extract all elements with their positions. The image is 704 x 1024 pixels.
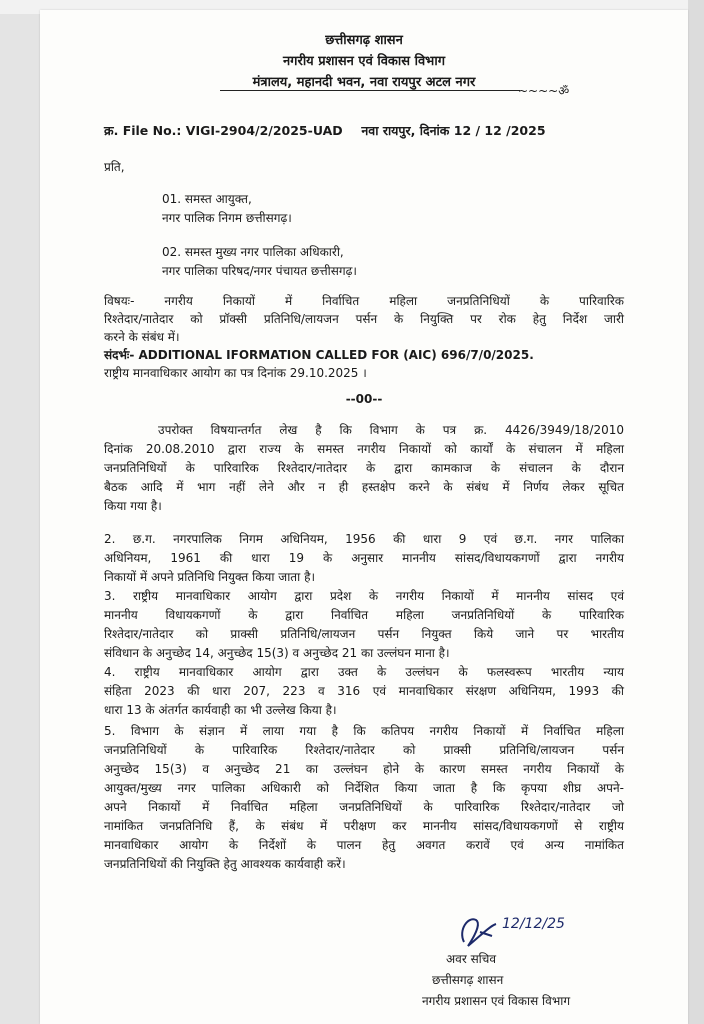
- header-department: नगरीय प्रशासन एवं विकास विभाग: [282, 54, 446, 69]
- para1-line-3: जनप्रतिनिधियों के पारिवारिक रिश्तेदार/नातेदार के द्वारा कामकाज के संचालन के दौरान: [104, 461, 624, 475]
- separator: --00--: [345, 392, 383, 406]
- header-government: छत्तीसगढ़ शासन: [325, 33, 403, 48]
- para1-line-5: किया गया है।: [104, 499, 162, 513]
- para5-line-7: मानवाधिकार आयोग के निर्देशों के पालन हेतु अवगत करावें एवं अन्य नामांकित: [104, 838, 624, 852]
- recipient-2-line-1: 02. समस्त मुख्य नगर पालिका अधिकारी,: [162, 245, 344, 259]
- file-number: VIGI-2904/2/2025-UAD: [185, 123, 343, 138]
- para5-line-1: 5. विभाग के संज्ञान में लाया गया है कि कतिपय नगरीय निकायों में निर्वाचित महिला: [104, 724, 624, 738]
- para1-line-4: बैठक आदि में भाग नहीं लेने और न ही हस्तक्षेप करने के संबंध में निर्णय लेकर सूचित: [104, 480, 624, 494]
- signatory-department: नगरीय प्रशासन एवं विकास विभाग: [422, 994, 571, 1008]
- recipient-1-line-2: नगर पालिक निगम छत्तीसगढ़।: [162, 211, 292, 225]
- prati: प्रति,: [104, 160, 125, 174]
- para2-line-1: 2. छ.ग. नगरपालिक निगम अधिनियम, 1956 की धारा 9 एवं छ.ग. नगर पालिका: [104, 532, 624, 546]
- para5-line-4: आयुक्त/मुख्य नगर पालिका अधिकारी को निर्देशित किया जाता है कि कृपया शीघ्र अपने-: [104, 781, 624, 795]
- file-label: क्र. File No.:: [104, 123, 182, 138]
- para2-line-3: निकायों में अपने प्रतिनिधि नियुक्त किया जाता है।: [104, 570, 315, 584]
- para1-line-2: दिनांक 20.08.2010 द्वारा राज्य के समस्त नगरीय निकायों को कार्यों के संचालन में महिला: [104, 442, 624, 456]
- header-address: मंत्रालय, महानदी भवन, नवा रायपुर अटल नगर: [252, 75, 476, 90]
- para3-line-1: 3. राष्ट्रीय मानवाधिकार आयोग द्वारा प्रदेश के नगरीय निकायों में माननीय सांसद एवं: [104, 589, 624, 603]
- header-rule: [220, 90, 520, 91]
- para5-line-2: जनप्रतिनिधियों के पारिवारिक रिश्तेदार/नातेदार को प्राक्सी प्रतिनिधि/लायजन पर्सन: [104, 743, 624, 757]
- signatory-government: छत्तीसगढ़ शासन: [432, 973, 504, 987]
- header-rule-mark: ~~~~ॐ: [518, 84, 570, 98]
- signature-date: 12/12/25: [502, 916, 565, 932]
- file-reference: [104, 122, 546, 139]
- reference-line-2: राष्ट्रीय मानवाधिकार आयोग का पत्र दिनांक 29.10.2025 ।: [104, 366, 367, 380]
- subject-line-3: करने के संबंध में।: [104, 330, 180, 344]
- para1-line-1: उपरोक्त विषयान्तर्गत लेख है कि विभाग के पत्र क्र. 4426/3949/18/2010: [158, 423, 624, 437]
- para3-line-4: संविधान के अनुच्छेद 14, अनुच्छेद 15(3) व अनुच्छेद 21 का उल्लंघन माना है।: [104, 646, 450, 660]
- para5-line-5: अपने निकायों में निर्वाचित महिला जनप्रतिनिधियों के पारिवारिक रिश्तेदार/नातेदार जो: [104, 800, 624, 814]
- subject-line-1: विषयः- नगरीय निकायों में निर्वाचित महिला जनप्रतिनिधियों के पारिवारिक: [104, 294, 624, 308]
- para4-line-1: 4. राष्ट्रीय मानवाधिकार आयोग द्वारा उक्त के उल्लंघन के फलस्वरूप भारतीय न्याय: [104, 665, 624, 679]
- para5-line-3: अनुच्छेद 15(3) व अनुच्छेद 21 का उल्लंघन होने के कारण समस्त नगरीय निकायों के: [104, 762, 624, 776]
- para5-line-6: नामांकित जनप्रतिनिधि हैं, के संबंध में परीक्षण कर माननीय सांसद/विधायकगणों से राष्ट्रीय: [104, 819, 624, 833]
- para4-line-2: संहिता 2023 की धारा 207, 223 व 316 एवं मानवाधिकार संरक्षण अधिनियम, 1993 की: [104, 684, 624, 698]
- place-date: नवा रायपुर, दिनांक 12 / 12 /2025: [361, 123, 546, 138]
- document-page: [40, 10, 688, 1024]
- para4-line-3: धारा 13 के अंतर्गत कार्यवाही का भी उल्लेख किया है।: [104, 703, 337, 717]
- para3-line-3: रिश्तेदार/नातेदार को प्राक्सी प्रतिनिधि/लायजन पर्सन नियुक्त किये जाने पर भारतीय: [104, 627, 624, 641]
- subject-line-2: रिश्तेदार/नातेदार को प्रॉक्सी प्रतिनिधि/लायजन पर्सन के नियुक्ति पर रोक हेतु निर्देश जारी: [104, 312, 624, 326]
- right-edge: [688, 0, 704, 1024]
- signatory-designation: अवर सचिव: [446, 952, 497, 966]
- reference-line-1: संदर्भः- ADDITIONAL IFORMATION CALLED FOR (AIC) 696/7/0/2025.: [104, 348, 534, 362]
- para5-line-8: जनप्रतिनिधियों की नियुक्ति हेतु आवश्यक कार्यवाही करें।: [104, 857, 346, 871]
- recipient-1-line-1: 01. समस्त आयुक्त,: [162, 192, 252, 206]
- para2-line-2: अधिनियम, 1961 की धारा 19 के अनुसार माननीय सांसद/विधायकगणों द्वारा नगरीय: [104, 551, 624, 565]
- para3-line-2: माननीय विधायकगणों के द्वारा निर्वाचित महिला जनप्रतिनिधियों के पारिवारिक: [104, 608, 624, 622]
- recipient-2-line-2: नगर पालिका परिषद/नगर पंचायत छत्तीसगढ़।: [162, 264, 357, 278]
